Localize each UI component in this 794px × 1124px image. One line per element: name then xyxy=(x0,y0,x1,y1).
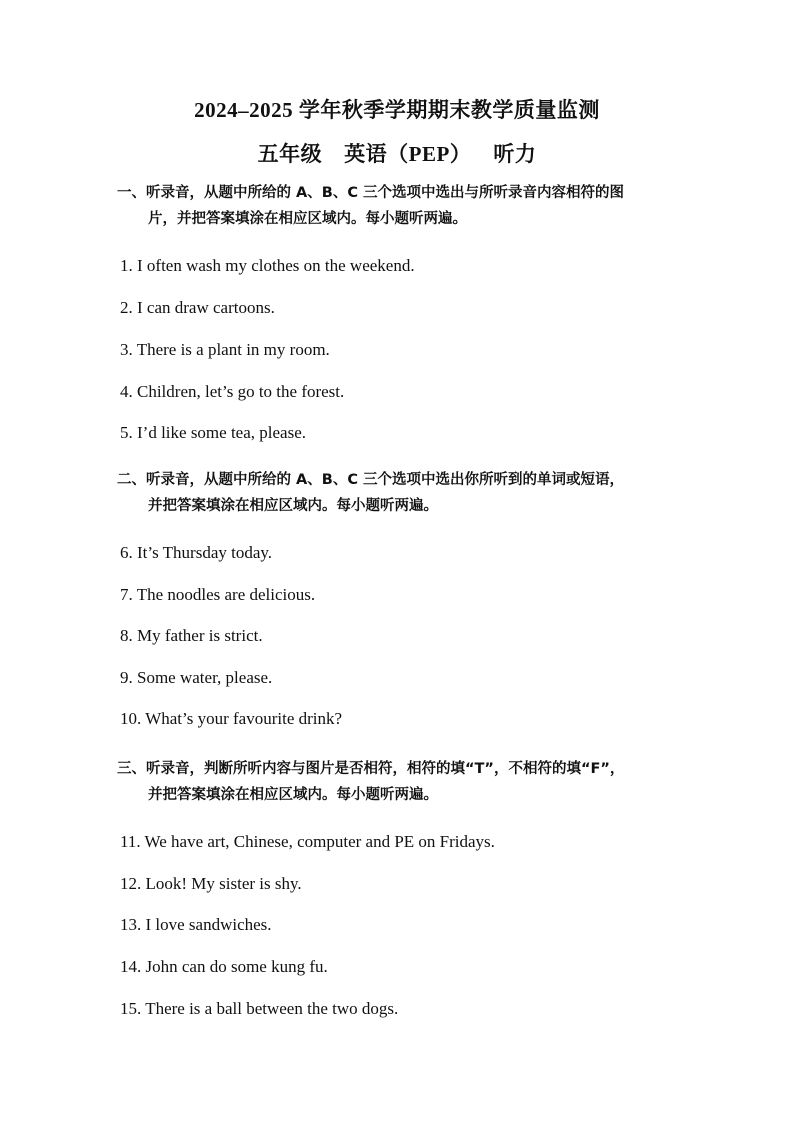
question-item-1: 1. I often wash my clothes on the weekend. xyxy=(120,256,415,275)
section-1-instruction-line1: 一、听录音，从题中所给的 A、B、C 三个选项中选出与所听录音内容相符的图 xyxy=(117,185,625,201)
question-item-9: 9. Some water, please. xyxy=(120,668,273,687)
section-3-instruction-line2: 并把答案填涂在相应区域内。每小题听两遍。 xyxy=(148,787,438,803)
question-item-3: 3. There is a plant in my room. xyxy=(120,340,330,359)
section-1-instruction xyxy=(117,180,677,232)
page-title: 2024–2025 学年秋季学期期末教学质量监测 xyxy=(194,98,600,122)
section-2-instruction-line1: 二、听录音，从题中所给的 A、B、C 三个选项中选出你所听到的单词或短语， xyxy=(117,472,625,488)
section-3-instruction-line1: 三、听录音，判断所听内容与图片是否相符，相符的填“T”，不相符的填“F”， xyxy=(117,761,625,777)
question-item-15: 15. There is a ball between the two dogs. xyxy=(120,999,399,1018)
section-2-instruction-line2: 并把答案填涂在相应区域内。每小题听两遍。 xyxy=(148,498,438,514)
subtitle-subject: 英语（PEP） xyxy=(344,142,472,166)
page-subtitle xyxy=(0,138,794,168)
question-item-4: 4. Children, let’s go to the forest. xyxy=(120,382,345,401)
question-item-5: 5. I’d like some tea, please. xyxy=(120,423,306,442)
section-2-instruction xyxy=(117,467,677,519)
subtitle-part: 听力 xyxy=(493,142,537,166)
question-item-14: 14. John can do some kung fu. xyxy=(120,957,328,976)
section-3-instruction xyxy=(117,756,677,808)
question-item-10: 10. What’s your favourite drink? xyxy=(120,709,343,728)
question-item-7: 7. The noodles are delicious. xyxy=(120,585,316,604)
question-item-6: 6. It’s Thursday today. xyxy=(120,543,273,562)
subtitle-grade: 五年级 xyxy=(257,142,323,166)
section-1-instruction-line2: 片，并把答案填涂在相应区域内。每小题听两遍。 xyxy=(148,211,467,227)
question-item-11: 11. We have art, Chinese, computer and PE on Fridays. xyxy=(120,832,495,851)
question-item-12: 12. Look! My sister is shy. xyxy=(120,874,302,893)
question-item-8: 8. My father is strict. xyxy=(120,626,263,645)
question-item-2: 2. I can draw cartoons. xyxy=(120,298,275,317)
question-item-13: 13. I love sandwiches. xyxy=(120,915,272,934)
